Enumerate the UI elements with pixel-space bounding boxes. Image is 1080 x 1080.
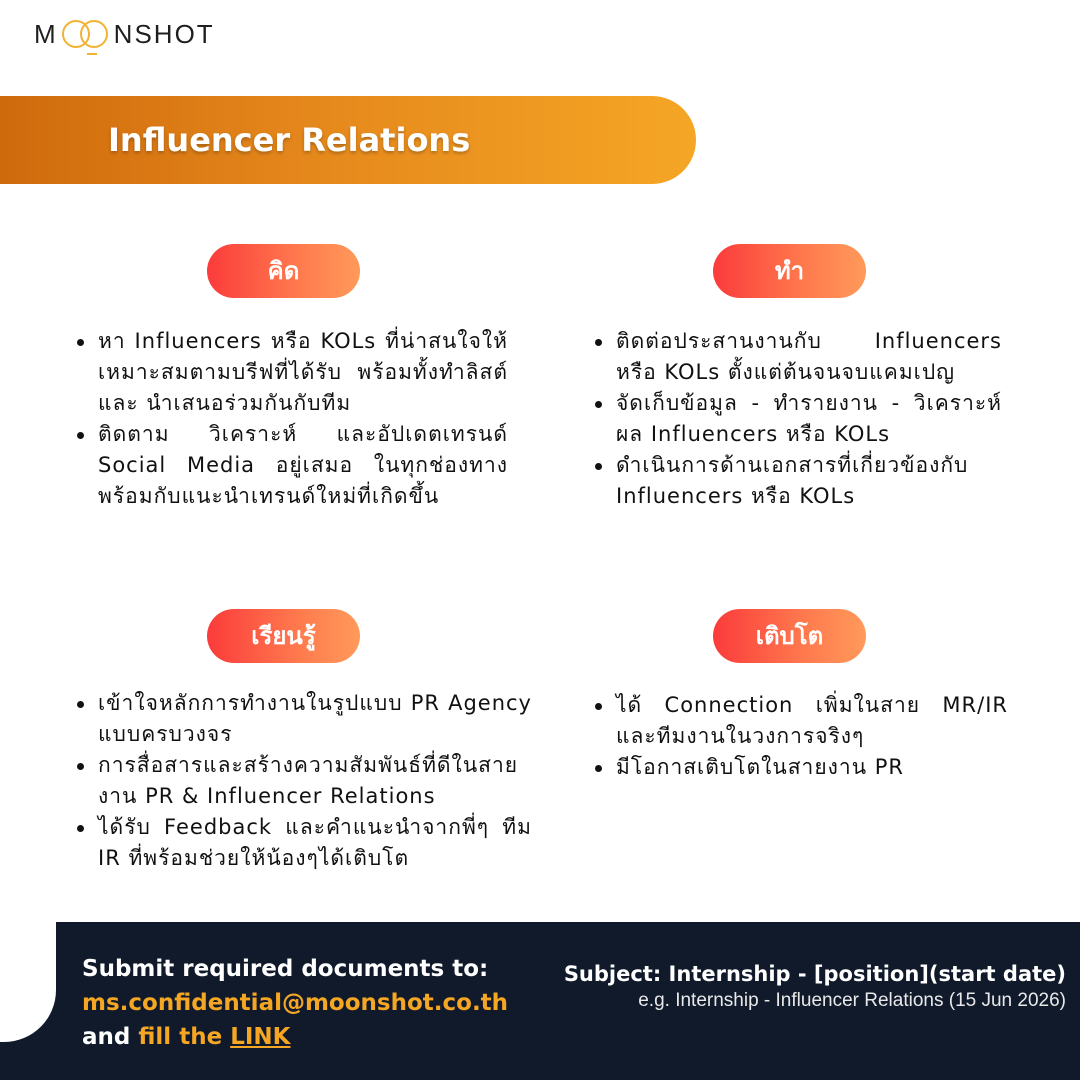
logo-letter-m: M — [34, 18, 58, 49]
do-list — [594, 326, 1002, 512]
grow-list — [594, 690, 1008, 783]
and-text: and — [82, 1024, 131, 1050]
application-link[interactable]: LINK — [230, 1024, 291, 1050]
think-list — [76, 326, 508, 512]
list-item: มีโอกาสเติบโตในสายงาน PR — [594, 752, 1008, 783]
list-item: หา Influencers หรือ KOLs ที่น่าสนใจให้เหมาะสมตามบรีฟที่ได้รับ พร้อมทั้งทำลิสต์และ นำเสนอร่วมกันกับทีม — [76, 326, 508, 419]
submit-heading: Submit required documents to: — [82, 956, 489, 982]
list-item: การสื่อสารและสร้างความสัมพันธ์ที่ดีในสายงาน PR & Influencer Relations — [76, 750, 532, 812]
list-item: ได้รับ Feedback และคำแนะนำจากพี่ๆ ทีม IR ที่พร้อมช่วยให้น้องๆได้เติบโต — [76, 812, 532, 874]
section-label-do: ทำ — [713, 244, 866, 298]
section-label-learn: เรียนรู้ — [207, 609, 360, 663]
list-item: ได้ Connection เพิ่มในสาย MR/IR และทีมงานในวงการจริงๆ — [594, 690, 1008, 752]
subject-format: Subject: Internship - [position](start date) — [563, 962, 1066, 986]
list-item: เข้าใจหลักการทำงานในรูปแบบ PR Agency แบบครบวงจร — [76, 688, 532, 750]
moonshot-logo — [34, 14, 215, 54]
subject-instructions — [564, 958, 1066, 1012]
title-banner — [0, 96, 696, 184]
learn-list — [76, 688, 532, 874]
list-item: ติดต่อประสานงานกับ Influencers หรือ KOLs ตั้งแต่ต้นจนจบแคมเปญ — [594, 326, 1002, 388]
list-item: จัดเก็บข้อมูล - ทำรายงาน - วิเคราะห์ผล Influencers หรือ KOLs — [594, 388, 1002, 450]
submit-instructions — [82, 952, 508, 1054]
fill-link-line — [82, 1020, 508, 1054]
subject-example: e.g. Internship - Influencer Relations (15 Jun 2026) — [638, 990, 1066, 1011]
page-title: Influencer Relations — [108, 121, 471, 159]
list-item: ติดตาม วิเคราะห์ และอัปเดตเทรนด์ Social Media อยู่เสมอ ในทุกช่องทางพร้อมกับแนะนำเทรนด์ใหม่ที่เกิดขึ้น — [76, 419, 508, 512]
contact-email[interactable]: ms.confidential@moonshot.co.th — [82, 990, 509, 1016]
fill-the-text: fill the — [138, 1024, 223, 1050]
logo-wordmark: NSHOT — [113, 18, 215, 49]
section-label-grow: เติบโต — [713, 609, 866, 663]
section-label-think: คิด — [207, 244, 360, 298]
list-item: ดำเนินการด้านเอกสารที่เกี่ยวข้องกับ Influencers หรือ KOLs — [594, 450, 1002, 512]
moon-rings-icon — [60, 16, 112, 52]
